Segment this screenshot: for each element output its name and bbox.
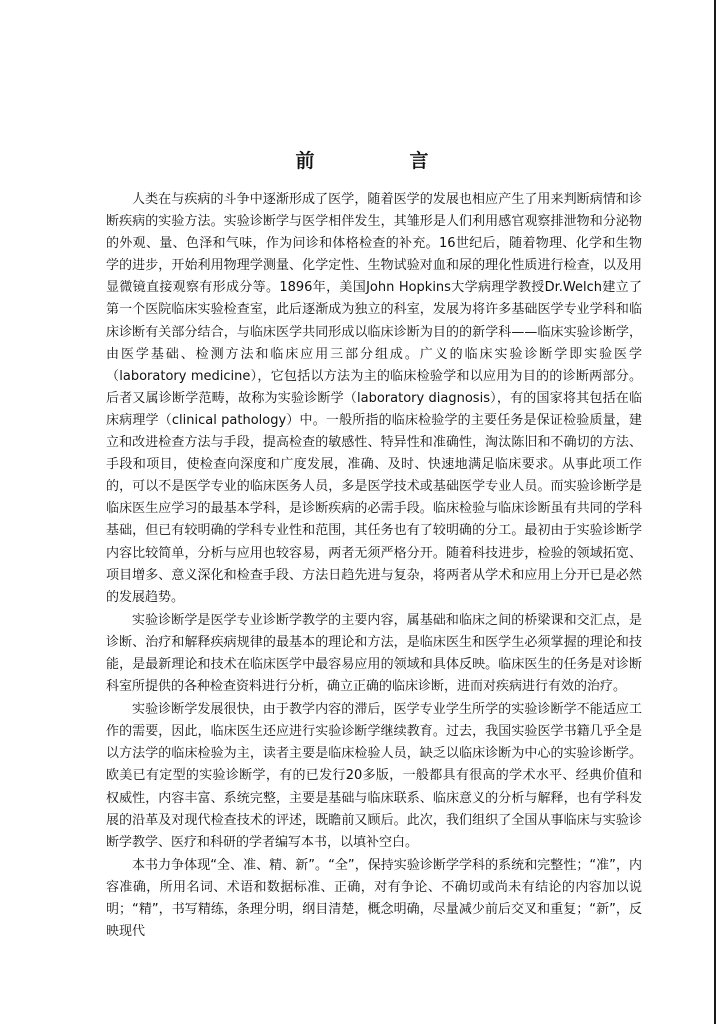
paragraph-role: 实验诊断学是医学专业诊断学教学的主要内容，属基础和临床之间的桥梁课和交汇点，是诊断、治疗和解释疾病规律的最基本的理论和方法，是临床医生和医学生必须掌握的理论和技能，是最新理论和技术在临床医学中最容易应用的领域和具体反映。临床医生的任务是对诊断科室所提供的各种检查资料进行分析，确立正确的临床诊断，进而对疾病进行有效的治疗。: [106, 612, 642, 695]
paragraph-motivation: 实验诊断学发展很快，由于教学内容的滞后，医学专业学生所学的实验诊断学不能适应工作的需要，因此，临床医生还应进行实验诊断学继续教育。过去，我国实验医学书籍几乎全是以方法学的临床检验为主，读者主要是临床检验人员，缺乏以临床诊断为中心的实验诊断学。欧美已有定型的实验诊断学，有的已发行20多版，一般都具有很高的学术水平、经典价值和权威性，内容丰富、系统完整，主要是基础与临床联系、临床意义的分析与解释，也有学科发展的沿革及对现代检查技术的评述，既瞻前又顾后。此次，我们组织了全国从事临床与实验诊断学教学、医疗和科研的学者编写本书，以填补空白。: [106, 702, 642, 850]
paragraph-history: 人类在与疾病的斗争中逐渐形成了医学，随着医学的发展也相应产生了用来判断病情和诊断疾病的实验方法。实验诊断学与医学相伴发生，其雏形是人们利用感官观察排泄物和分泌物的外观、量、色泽和气味，作为问诊和体格检查的补充。16世纪后，随着物理、化学和生物学的进步，开始利用物理学测量、化学定性、生物试验对血和尿的理化性质进行检查，以及用显微镜直接观察有形成分等。1896年，美国John Hopkins大学病理学教授Dr.Welch建立了第一个医院临床实验检查室，此后逐渐成为独立的科室，发展为将许多基础医学专业学科和临床诊断有关部分结合，与临床医学共同形成以临床诊断为目的的新学科——临床实验诊断学，由医学基础、检测方法和临床应用三部分组成。广义的临床实验诊断学即实验医学（laboratory medicine），它包括以方法为主的临床检验学和以应用为目的的诊断两部分。后者又属诊断学范畴，故称为实验诊断学（laboratory diagnosis），有的国家将其包括在临床病理学（clinical pathology）中。一般所指的临床检验学的主要任务是保证检验质量，建立和改进检查方法与手段，提高检查的敏感性、特异性和准确性，淘汰陈旧和不确切的方法、手段和项目，使检查向深度和广度发展，准确、及时、快速地满足临床要求。从事此项工作的，可以不是医学专业的临床医务人员，多是医学技术或基础医学专业人员。而实验诊断学是临床医生应学习的最基本学科，是诊断疾病的必需手段。临床检验与临床诊断虽有共同的学科基础，但已有较明确的学科专业性和范围，其任务也有了较明确的分工。最初由于实验诊断学内容比较简单，分析与应用也较容易，两者无须严格分开。随着科技进步，检验的领域拓宽、项目增多、意义深化和检查手段、方法日趋先进与复杂，将两者从学术和应用上分开已是必然的发展趋势。: [106, 192, 642, 605]
preface-body: [106, 189, 642, 944]
paragraph-principles: 本书力争体现“全、准、精、新”。“全”，保持实验诊断学学科的系统和完整性；“准”，内容准确，所用名词、术语和数据标准、正确，对有争论、不确切或尚未有结论的内容加以说明；“精”，书写精练，条理分明，纲目清楚，概念明确，尽量减少前后交叉和重复；“新”，反映现代: [106, 857, 642, 940]
page-title: 前 言: [295, 150, 467, 172]
